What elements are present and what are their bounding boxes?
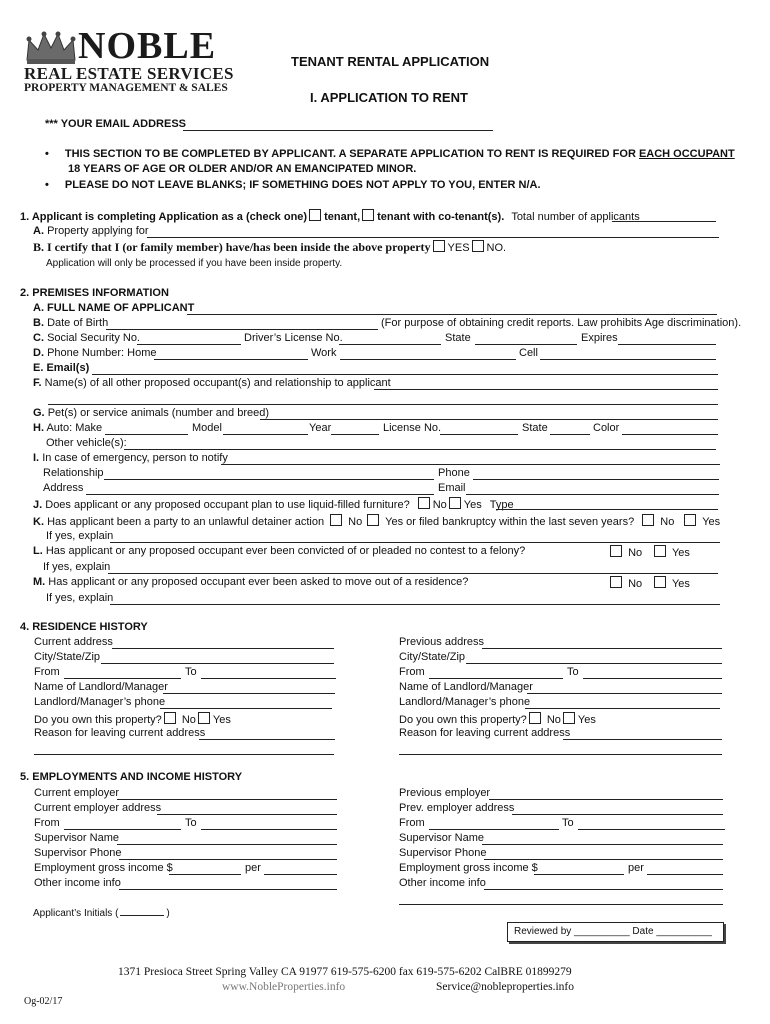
prev-sup-label: Supervisor Name [399, 832, 484, 844]
prev-csz-label: City/State/Zip [399, 651, 466, 663]
cur-from-field[interactable] [64, 678, 181, 679]
cur-own-no-checkbox[interactable] [164, 712, 176, 724]
s2-heading: 2. PREMISES INFORMATION [20, 287, 169, 299]
s2-c: C. Social Security No. [33, 332, 140, 344]
cur-address-label: Current address [34, 636, 113, 648]
detainer-yes-checkbox[interactable] [367, 514, 379, 526]
relationship-field[interactable] [104, 479, 434, 480]
cur-csz-field[interactable] [101, 663, 334, 664]
cur-csz-label: City/State/Zip [34, 651, 101, 663]
plate-field[interactable] [440, 434, 518, 435]
prev-gross-label: Employment gross income $ [399, 862, 538, 874]
property-field[interactable] [147, 237, 719, 238]
prev-emp-to-label: To [562, 817, 574, 829]
prev-lphone-field[interactable] [525, 708, 720, 709]
emergency-phone-field[interactable] [473, 479, 719, 480]
s2-c4: Expires [581, 332, 618, 344]
s2-h-other: Other vehicle(s): [46, 437, 127, 449]
s2-d: D. Phone Number: Home [33, 347, 157, 359]
furniture-yes-checkbox[interactable] [449, 497, 461, 509]
cur-landlord-field[interactable] [163, 693, 335, 694]
logo-name: NOBLE [78, 25, 217, 67]
prev-employer-field[interactable] [489, 799, 723, 800]
cur-employer-field[interactable] [117, 799, 337, 800]
felony-no-checkbox[interactable] [610, 545, 622, 557]
prev-emp-from-label: From [399, 817, 425, 829]
cell-field[interactable] [540, 359, 716, 360]
bullet-1-cont: 18 YEARS OF AGE OR OLDER AND/OR AN EMANCIPATED MINOR. [68, 163, 417, 175]
s2-h6: Color [593, 422, 620, 434]
prev-address-label: Previous address [399, 636, 484, 648]
prev-reason-label: Reason for leaving current address [399, 727, 571, 739]
m-explain-label: If yes, explain [46, 592, 114, 604]
s2-j: J. Does applicant or any proposed occupant plan to use liquid-filled furniture? No Yes Type [33, 499, 514, 511]
s2-i: I. In case of emergency, person to notify [33, 452, 228, 464]
cur-per-field[interactable] [264, 874, 337, 875]
s2-d3: Cell [519, 347, 538, 359]
prev-per-label: per [628, 862, 644, 874]
cur-emp-addr-field[interactable] [157, 814, 337, 815]
emergency-address-field[interactable] [86, 494, 434, 495]
moveout-options: No Yes [608, 576, 690, 590]
cur-sup-phone-label: Supervisor Phone [34, 847, 122, 859]
cur-sup-label: Supervisor Name [34, 832, 119, 844]
occupants-field[interactable] [374, 389, 718, 390]
dob-field[interactable] [106, 329, 378, 330]
prev-other-field-2[interactable] [399, 904, 723, 905]
cur-to-label: To [185, 666, 197, 678]
moveout-yes-checkbox[interactable] [654, 576, 666, 588]
plate-state-field[interactable] [550, 434, 590, 435]
bankruptcy-no-checkbox[interactable] [642, 514, 654, 526]
prev-own: Do you own this property? No Yes [399, 714, 596, 726]
page-title: TENANT RENTAL APPLICATION [291, 54, 490, 69]
cur-from-label: From [34, 666, 60, 678]
prev-emp-addr-label: Prev. employer address [399, 802, 515, 814]
s4-heading: 4. RESIDENCE HISTORY [20, 621, 148, 633]
s1-question: 1. Applicant is completing Application as a (check one) tenant, tenant with co-tenant(s). Total number of applicants [20, 211, 640, 223]
cur-lphone-label: Landlord/Manager’s phone [34, 696, 166, 708]
inside-no-checkbox[interactable] [472, 240, 484, 252]
prev-employer-label: Previous employer [399, 787, 491, 799]
cur-sup-phone-field[interactable] [119, 859, 337, 860]
license-field[interactable] [339, 344, 441, 345]
license-state-field[interactable] [475, 344, 577, 345]
logo [24, 25, 234, 98]
prev-sup-phone-field[interactable] [484, 859, 723, 860]
bullet-1: • THIS SECTION TO BE COMPLETED BY APPLICANT. A SEPARATE APPLICATION TO RENT IS REQUIRED FOR EACH OCCUPANT [45, 148, 735, 160]
s2-i-rel: Relationship [43, 467, 104, 479]
cur-other-field[interactable] [119, 889, 337, 890]
s2-i-phone: Phone [438, 467, 470, 479]
crown-icon [24, 30, 78, 66]
ssn-field[interactable] [137, 344, 241, 345]
felony-yes-checkbox[interactable] [654, 545, 666, 557]
s2-c3: State [445, 332, 471, 344]
furniture-type-field[interactable] [496, 509, 718, 510]
email-label: *** YOUR EMAIL ADDRESS [45, 118, 186, 130]
prev-address-field[interactable] [482, 648, 722, 649]
prev-per-field[interactable] [647, 874, 723, 875]
other-vehicles-field[interactable] [124, 449, 716, 450]
furniture-no-checkbox[interactable] [418, 497, 430, 509]
s1-note: Application will only be processed if you have been inside property. [46, 258, 343, 269]
full-name-field[interactable] [187, 314, 717, 315]
s2-h3: Year [309, 422, 332, 434]
s2-h4: License No. [383, 422, 442, 434]
detainer-no-checkbox[interactable] [330, 514, 342, 526]
k-explain-field[interactable] [110, 542, 720, 543]
cur-per-label: per [245, 862, 261, 874]
expires-field[interactable] [618, 344, 716, 345]
s2-e: E. Email(s) [33, 362, 90, 374]
cur-gross-label: Employment gross income $ [34, 862, 173, 874]
emails-field[interactable] [92, 374, 718, 375]
emergency-contact-field[interactable] [221, 464, 720, 465]
prev-own-yes-checkbox[interactable] [563, 712, 575, 724]
l-explain-label: If yes, explain [43, 561, 111, 573]
prev-from-field[interactable] [429, 678, 563, 679]
work-phone-field[interactable] [340, 359, 516, 360]
footer-email[interactable]: Service@nobleproperties.info [436, 981, 575, 993]
s2-b: B. Date of Birth [33, 317, 109, 329]
s2-h: H. Auto: Make [33, 422, 103, 434]
total-applicants-field[interactable] [612, 221, 716, 222]
s2-d2: Work [311, 347, 337, 359]
s2-a: A. FULL NAME OF APPLICANT [33, 302, 195, 314]
cur-own: Do you own this property? No Yes [34, 714, 231, 726]
prev-sup-phone-label: Supervisor Phone [399, 847, 487, 859]
cur-address-field[interactable] [112, 648, 334, 649]
inside-yes-checkbox[interactable] [433, 240, 445, 252]
prev-landlord-field[interactable] [527, 693, 722, 694]
tenant-checkbox[interactable] [309, 209, 321, 221]
cur-other-label: Other income info [34, 877, 121, 889]
prev-emp-to-field[interactable] [578, 829, 725, 830]
prev-own-no-checkbox[interactable] [529, 712, 541, 724]
prev-sup-field[interactable] [482, 844, 723, 845]
auto-color-field[interactable] [622, 434, 718, 435]
s2-c2: Driver’s License No. [244, 332, 343, 344]
prev-gross-field[interactable] [534, 874, 624, 875]
prev-to-field[interactable] [583, 678, 722, 679]
home-phone-field[interactable] [154, 359, 308, 360]
prev-reason-field-2[interactable] [399, 754, 722, 755]
s5-heading: 5. EMPLOYMENTS AND INCOME HISTORY [20, 771, 243, 783]
cur-reason-label: Reason for leaving current address [34, 727, 206, 739]
cur-emp-from-field[interactable] [64, 829, 181, 830]
felony-options: No Yes [608, 545, 690, 559]
auto-make-field[interactable] [105, 434, 188, 435]
footer-code: Og-02/17 [24, 996, 63, 1007]
auto-model-field[interactable] [223, 434, 308, 435]
s1-b: B. I certify that I (or family member) have/has been inside the above property YES NO. [33, 240, 507, 254]
s2-m: M. Has applicant or any proposed occupant ever been asked to move out of a residence? [33, 576, 469, 588]
cur-employer-label: Current employer [34, 787, 119, 799]
prev-emp-from-field[interactable] [429, 829, 559, 830]
s2-b-note: (For purpose of obtaining credit reports. Law prohibits Age discrimination). [381, 317, 742, 329]
bankruptcy-yes-checkbox[interactable] [684, 514, 696, 526]
pets-field[interactable] [260, 419, 718, 420]
cotenant-checkbox[interactable] [362, 209, 374, 221]
s2-i-email: Email [438, 482, 466, 494]
s2-k: K. Has applicant been a party to an unlawful detainer action No Yes or filed bankruptcy within the last seven years? No Yes [33, 516, 721, 528]
email-field[interactable] [183, 130, 493, 131]
s2-h2: Model [192, 422, 222, 434]
cur-reason-field[interactable] [199, 739, 335, 740]
prev-reason-field[interactable] [563, 739, 722, 740]
s1-a: A. Property applying for [33, 225, 149, 237]
moveout-no-checkbox[interactable] [610, 576, 622, 588]
cur-landlord-label: Name of Landlord/Manager [34, 681, 168, 693]
footer-web[interactable]: www.NobleProperties.info [222, 981, 346, 993]
prev-other-field[interactable] [484, 889, 723, 890]
s2-h5: State [522, 422, 548, 434]
l-explain-field[interactable] [108, 573, 718, 574]
occupants-field-2[interactable] [48, 404, 718, 405]
prev-csz-field[interactable] [466, 663, 722, 664]
prev-lphone-label: Landlord/Manager’s phone [399, 696, 531, 708]
cur-emp-addr-label: Current employer address [34, 802, 162, 814]
cur-to-field[interactable] [201, 678, 336, 679]
cur-reason-field-2[interactable] [34, 754, 334, 755]
prev-emp-addr-field[interactable] [512, 814, 723, 815]
page-subtitle: I. APPLICATION TO RENT [310, 90, 468, 105]
footer-address: 1371 Presioca Street Spring Valley CA 91977 619-575-6200 fax 619-575-6202 CalBRE 01899279 [118, 966, 572, 978]
prev-to-label: To [567, 666, 579, 678]
bullet-2: • PLEASE DO NOT LEAVE BLANKS; IF SOMETHING DOES NOT APPLY TO YOU, ENTER N/A. [45, 179, 541, 191]
s2-i-addr: Address [43, 482, 84, 494]
cur-emp-to-field[interactable] [201, 829, 337, 830]
cur-emp-from-label: From [34, 817, 60, 829]
reviewed-text: Reviewed by __________ Date __________ [514, 926, 712, 937]
prev-from-label: From [399, 666, 425, 678]
logo-line1: REAL ESTATE SERVICES [24, 64, 234, 83]
prev-landlord-label: Name of Landlord/Manager [399, 681, 533, 693]
logo-line2: PROPERTY MANAGEMENT & SALES [24, 82, 228, 94]
k-explain-label: If yes, explain [46, 530, 114, 542]
cur-own-yes-checkbox[interactable] [198, 712, 210, 724]
emergency-email-field[interactable] [466, 494, 719, 495]
s2-f: F. Name(s) of all other proposed occupant(s) and relationship to applicant [33, 377, 391, 389]
cur-sup-field[interactable] [117, 844, 337, 845]
cur-emp-to-label: To [185, 817, 197, 829]
cur-lphone-field[interactable] [160, 708, 332, 709]
s2-l: L. Has applicant or any proposed occupant ever been convicted of or pleaded no contest to a felony? [33, 545, 526, 557]
cur-gross-field[interactable] [169, 874, 241, 875]
initials: Applicant’s Initials ( ) [33, 908, 170, 919]
prev-other-label: Other income info [399, 877, 486, 889]
auto-year-field[interactable] [331, 434, 379, 435]
reviewed-box [507, 922, 724, 942]
s2-g: G. Pet(s) or service animals (number and breed) [33, 407, 269, 419]
m-explain-field[interactable] [110, 604, 720, 605]
